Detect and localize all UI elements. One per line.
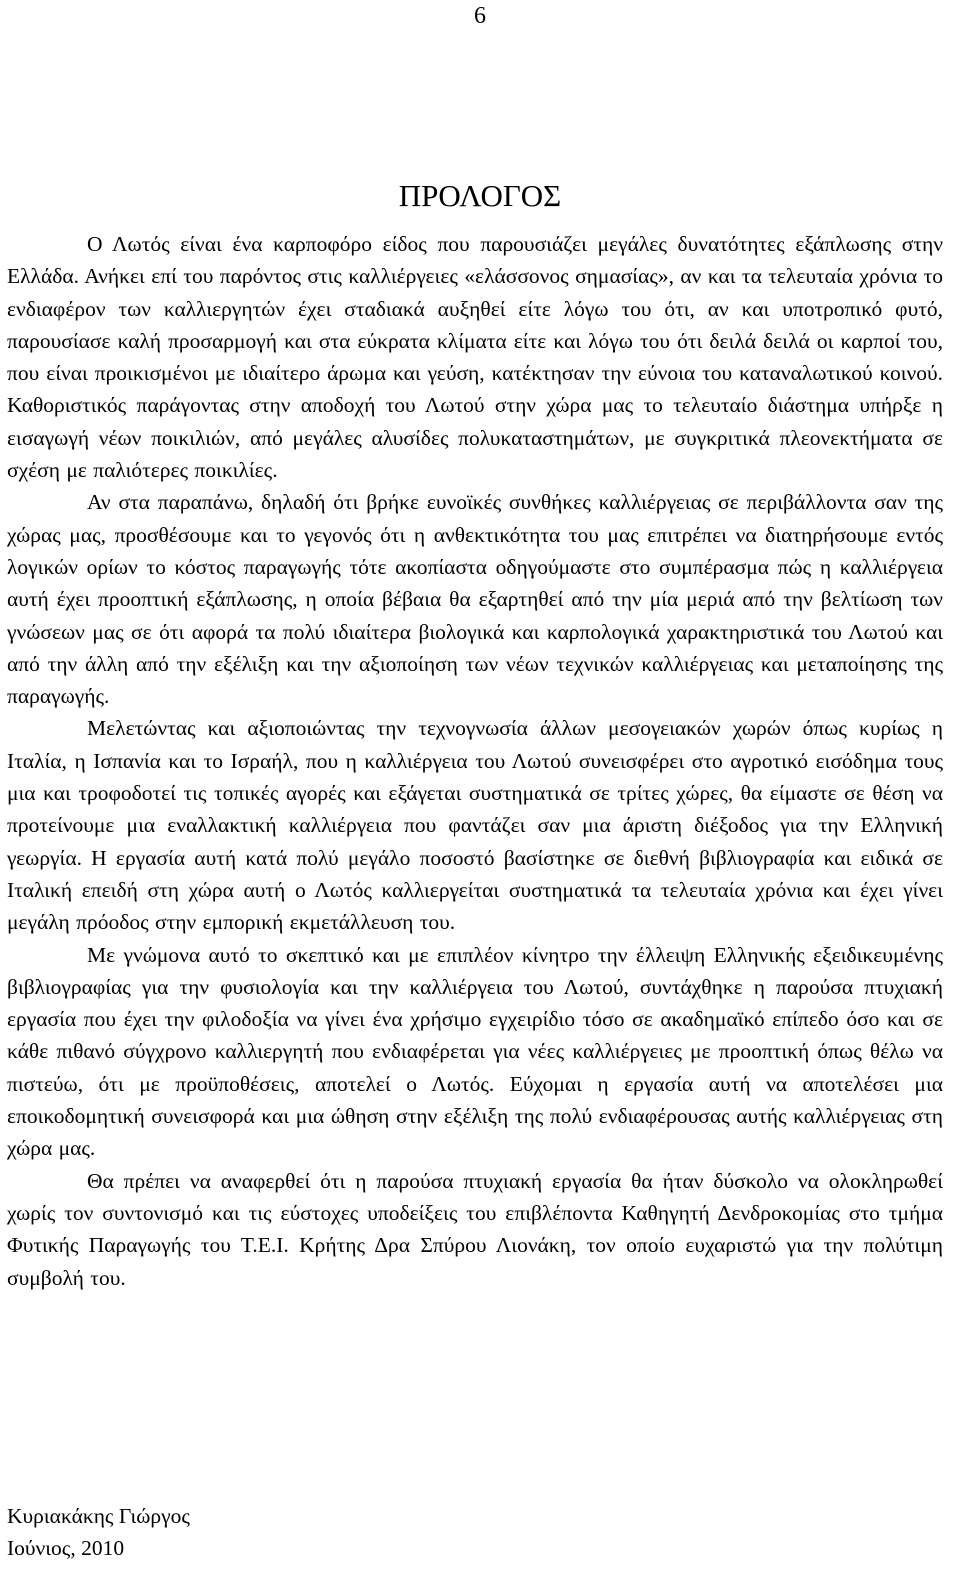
paragraph-4: Με γνώμονα αυτό το σκεπτικό και με επιπλέον κίνητρο την έλλειψη Ελληνικής εξειδικευμένης βιβλιογραφίας για την φυσιολογία και την καλλιέργεια του Λωτού, συντάχθηκε η παρούσα πτυχιακή εργασία που έχει την φιλοδοξία να γίνει ένα χρήσιμο εγχειρίδιο τόσο σε ακαδημαϊκό επίπεδο όσο και σε κάθε πιθανό σύγχρονο καλλιεργητή που ενδιαφέρεται για νέες καλλιέργειες με προοπτική όπως θέλω να πιστεύω, ότι με προϋποθέσεις, αποτελεί ο Λωτός. Εύχομαι η εργασία αυτή να αποτελέσει μια εποικοδομητική συνεισφορά και μια ώθηση στην εξέλιξη της πολύ ενδιαφέρουσας αυτής καλλιέργειας στη χώρα μας. <box>7 942 943 1161</box>
paragraph-5: Θα πρέπει να αναφερθεί ότι η παρούσα πτυχιακή εργασία θα ήταν δύσκολο να ολοκληρωθεί χωρίς τον συντονισμό και τις εύστοχες υποδείξεις του επιβλέποντα Καθηγητή Δενδροκομίας στο τμήμα Φυτικής Παραγωγής του Τ.Ε.Ι. Κρήτης Δρα Σπύρου Λιονάκη, τον οποίο ευχαριστώ για την πολύτιμη συμβολή του. <box>7 1168 943 1290</box>
author-name: Κυριακάκης Γιώργος <box>7 1504 190 1528</box>
prologue-body <box>7 228 943 1294</box>
signature-block <box>7 1500 190 1564</box>
paragraph-2: Αν στα παραπάνω, δηλαδή ότι βρήκε ευνοϊκές συνθήκες καλλιέργειας σε περιβάλλοντα σαν της χώρας μας, προσθέσουμε και το γεγονός ότι η ανθεκτικότητα του μας επιτρέπει να διατηρήσουμε εντός λογικών ορίων το κόστος παραγωγής τότε ακοπίαστα οδηγούμαστε στο συμπέρασμα πώς η καλλιέργεια αυτή έχει προοπτική εξάπλωσης, η οποία βέβαια θα εξαρτηθεί από την μία μεριά από την βελτίωση των γνώσεων μας σε ότι αφορά τα πολύ ιδιαίτερα βιολογικά και καρπολογικά χαρακτηριστικά του Λωτού και από την άλλη από την εξέλιξη και την αξιοποίηση των νέων τεχνικών καλλιέργειας και μεταποίησης της παραγωγής. <box>7 490 943 709</box>
page-title: ΠΡΟΛΟΓΟΣ <box>398 178 562 213</box>
signature-date: Ιούνιος, 2010 <box>7 1536 125 1560</box>
paragraph-1: Ο Λωτός είναι ένα καρποφόρο είδος που παρουσιάζει μεγάλες δυνατότητες εξάπλωσης στην Ελλάδα. Ανήκει επί του παρόντος στις καλλιέργειες «ελάσσονος σημασίας», αν και τα τελευταία χρόνια το ενδιαφέρον των καλλιεργητών έχει σταδιακά αυξηθεί είτε λόγω του ότι, αν και υποτροπικό φυτό, παρουσίασε καλή προσαρμογή και στα εύκρατα κλίματα είτε και λόγω του ότι δειλά δειλά οι καρποί του, που είναι προικισμένοι με ιδιαίτερο άρωμα και γεύση, κατέκτησαν την εύνοια του καταναλωτικού κοινού. Καθοριστικός παράγοντας στην αποδοχή του Λωτού στην χώρα μας το τελευταίο διάστημα υπήρξε η εισαγωγή νέων ποικιλιών, από μεγάλες αλυσίδες πολυκαταστημάτων, με συγκριτικά πλεονεκτήματα σε σχέση με παλιότερες ποικιλίες. <box>7 232 943 483</box>
page-number: 6 <box>474 3 486 29</box>
paragraph-3: Μελετώντας και αξιοποιώντας την τεχνογνωσία άλλων μεσογειακών χωρών όπως κυρίως η Ιταλία, η Ισπανία και το Ισραήλ, που η καλλιέργεια του Λωτού συνεισφέρει στο αγροτικό εισόδημα τους μια και τροφοδοτεί τις τοπικές αγορές και εξάγεται συστηματικά σε τρίτες χώρες, θα είμαστε σε θέση να προτείνουμε μια εναλλακτική καλλιέργεια που φαντάζει σαν μια άριστη διέξοδος για την Ελληνική γεωργία. Η εργασία αυτή κατά πολύ μεγάλο ποσοστό βασίστηκε σε διεθνή βιβλιογραφία και ειδικά σε Ιταλική επειδή στη χώρα αυτή ο Λωτός καλλιεργείται συστηματικά τα τελευταία χρόνια και έχει γίνει μεγάλη πρόοδος στην εμπορική εκμετάλλευση του. <box>7 716 943 935</box>
